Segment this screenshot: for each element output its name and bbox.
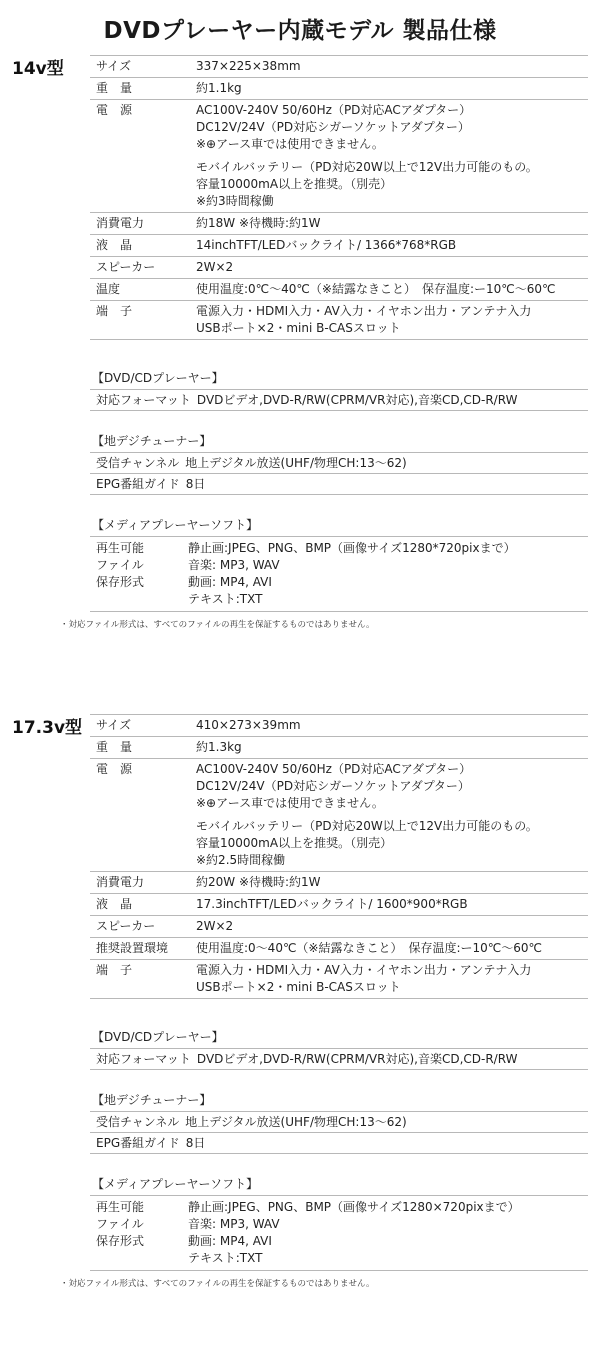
spec-value xyxy=(196,874,588,891)
spec-row xyxy=(90,55,588,78)
model-section-14 xyxy=(60,55,588,630)
media-value-line: テキスト:TXT xyxy=(188,592,263,606)
spec-value xyxy=(196,237,588,254)
spec-value-line: 337×225×38mm xyxy=(196,59,301,73)
spec-row xyxy=(90,301,588,340)
spec-row xyxy=(90,872,588,894)
spec-row xyxy=(90,737,588,759)
tuner-label: EPG番組ガイド xyxy=(96,477,180,491)
spec-value-line: 410×273×39mm xyxy=(196,718,301,732)
dvd-label: 対応フォーマット xyxy=(96,393,191,407)
tuner-value: 地上デジタル放送(UHF/物理CH:13〜62) xyxy=(185,1115,407,1129)
tuner-box xyxy=(90,1111,588,1154)
tuner-value: 8日 xyxy=(185,477,206,491)
spec-value-line: 14inchTFT/LEDバックライト/ 1366*768*RGB xyxy=(196,238,457,252)
spec-row xyxy=(90,938,588,960)
spec-value xyxy=(196,215,588,232)
media-row xyxy=(90,537,588,611)
spec-value-line: 使用温度:0〜40℃（※結露なきこと） 保存温度:ー10℃〜60℃ xyxy=(196,941,543,955)
spec-value-line: USBポート×2・mini B-CASスロット xyxy=(196,980,401,994)
spec-value-line: 使用温度:0℃〜40℃（※結露なきこと） 保存温度:ー10℃〜60℃ xyxy=(196,282,556,296)
media-value-line: 音楽: MP3, WAV xyxy=(188,558,280,572)
spec-value-line: モバイルバッテリー（PD対応20W以上で12V出力可能のもの。 xyxy=(196,160,538,174)
dvd-value: DVDビデオ,DVD-R/RW(CPRM/VR対応),音楽CD,CD-R/RW xyxy=(196,393,518,407)
spec-value xyxy=(196,918,588,935)
tuner-label: 受信チャンネル xyxy=(96,456,180,470)
media-label-line: 保存形式 xyxy=(96,1234,145,1248)
media-header: 【メディアプレーヤーソフト】 xyxy=(92,518,259,532)
spec-value-line: ※約3時間稼働 xyxy=(196,194,274,208)
media-value-line: 静止画:JPEG、PNG、BMP（画像サイズ1280×720pixまで） xyxy=(188,1200,520,1214)
spec-value xyxy=(196,303,588,337)
media-value-line: 動画: MP4, AVI xyxy=(188,575,272,589)
spec-row xyxy=(90,759,588,872)
spec-row xyxy=(90,78,588,100)
media-value-line: 動画: MP4, AVI xyxy=(188,1234,272,1248)
spec-value xyxy=(196,717,588,734)
spec-value-line: 約1.1kg xyxy=(196,81,242,95)
spec-label: スピーカー xyxy=(96,919,156,933)
tuner-label: 受信チャンネル xyxy=(96,1115,180,1129)
dvd-header: 【DVD/CDプレーヤー】 xyxy=(92,1030,224,1044)
spec-value xyxy=(196,940,588,957)
dvd-label: 対応フォーマット xyxy=(96,1052,191,1066)
model-label-17: 17.3v型 xyxy=(12,718,83,738)
spec-value xyxy=(196,58,588,75)
spec-value xyxy=(196,281,588,298)
media-label xyxy=(96,540,188,608)
tuner-row xyxy=(90,453,588,474)
spec-label: 重 量 xyxy=(96,81,133,95)
media-box xyxy=(90,536,588,612)
spec-table xyxy=(90,55,588,340)
media-row xyxy=(90,1196,588,1270)
spec-label: 電 源 xyxy=(96,103,133,117)
spec-row xyxy=(90,714,588,737)
media-label-line: 保存形式 xyxy=(96,575,145,589)
tuner-row xyxy=(90,1133,588,1153)
spec-label: サイズ xyxy=(96,718,132,732)
spec-value-line: 約20W ※待機時:約1W xyxy=(196,875,321,889)
spec-value-line: 容量10000mA以上を推奨。（別売） xyxy=(196,836,393,850)
dvd-row xyxy=(90,1049,588,1069)
footnote: ・対応ファイル形式は、すべてのファイルの再生を保証するものではありません。 xyxy=(60,1279,375,1289)
spec-value xyxy=(196,896,588,913)
page-title: DVDプレーヤー内蔵モデル 製品仕様 xyxy=(103,18,497,44)
dvd-row xyxy=(90,390,588,410)
spec-value-line: AC100V-240V 50/60Hz（PD対応ACアダプター） xyxy=(196,762,472,776)
media-label-line: 再生可能 xyxy=(96,541,145,555)
media-label xyxy=(96,1199,188,1267)
spec-label: 推奨設置環境 xyxy=(96,941,169,955)
media-label-line: ファイル xyxy=(96,558,144,572)
spec-value-line: 電源入力・HDMI入力・AV入力・イヤホン出力・アンテナ入力 xyxy=(196,304,532,318)
media-value-line: テキスト:TXT xyxy=(188,1251,263,1265)
spec-label: 消費電力 xyxy=(96,875,145,889)
spec-value-line: ※⊕アース車では使用できません。 xyxy=(196,796,384,810)
tuner-value: 8日 xyxy=(185,1136,206,1150)
spec-value-line: 容量10000mA以上を推奨。（別売） xyxy=(196,177,393,191)
spec-label: 端 子 xyxy=(96,963,133,977)
tuner-value: 地上デジタル放送(UHF/物理CH:13〜62) xyxy=(185,456,407,470)
spec-value-line: AC100V-240V 50/60Hz（PD対応ACアダプター） xyxy=(196,103,472,117)
spec-row xyxy=(90,235,588,257)
spec-value xyxy=(196,259,588,276)
media-value xyxy=(188,540,516,608)
media-header: 【メディアプレーヤーソフト】 xyxy=(92,1177,259,1191)
spec-value-line: 約18W ※待機時:約1W xyxy=(196,216,321,230)
spec-value-line: 約1.3kg xyxy=(196,740,242,754)
spec-label: 重 量 xyxy=(96,740,133,754)
model-section-17 xyxy=(60,714,588,1289)
tuner-header: 【地デジチューナー】 xyxy=(92,434,212,448)
footnote: ・対応ファイル形式は、すべてのファイルの再生を保証するものではありません。 xyxy=(60,620,375,630)
spec-value xyxy=(196,761,588,869)
spec-label: 消費電力 xyxy=(96,216,145,230)
spec-value-line: 17.3inchTFT/LEDバックライト/ 1600*900*RGB xyxy=(196,897,468,911)
spec-row xyxy=(90,257,588,279)
model-label-14: 14v型 xyxy=(12,59,64,79)
spec-row xyxy=(90,100,588,213)
spec-value-line: ※⊕アース車では使用できません。 xyxy=(196,137,384,151)
spec-row xyxy=(90,213,588,235)
media-label-line: ファイル xyxy=(96,1217,144,1231)
spec-value xyxy=(196,80,588,97)
media-value xyxy=(188,1199,520,1267)
spec-value-line: 電源入力・HDMI入力・AV入力・イヤホン出力・アンテナ入力 xyxy=(196,963,532,977)
dvd-box xyxy=(90,1048,588,1070)
media-value-line: 音楽: MP3, WAV xyxy=(188,1217,280,1231)
spec-value xyxy=(196,962,588,996)
spec-row xyxy=(90,960,588,999)
spec-value xyxy=(196,102,588,210)
tuner-row xyxy=(90,474,588,494)
spec-value-line: DC12V/24V（PD対応シガーソケットアダプター） xyxy=(196,779,470,793)
spec-label: スピーカー xyxy=(96,260,156,274)
spec-label: 液 晶 xyxy=(96,897,133,911)
spec-row xyxy=(90,916,588,938)
spec-label: 液 晶 xyxy=(96,238,133,252)
spec-label: 端 子 xyxy=(96,304,133,318)
spec-value-line: モバイルバッテリー（PD対応20W以上で12V出力可能のもの。 xyxy=(196,819,538,833)
spec-label: サイズ xyxy=(96,59,132,73)
spec-label: 電 源 xyxy=(96,762,133,776)
spec-value-line: DC12V/24V（PD対応シガーソケットアダプター） xyxy=(196,120,470,134)
dvd-box xyxy=(90,389,588,411)
spec-value-line: 2W×2 xyxy=(196,919,234,933)
spec-value-line: 2W×2 xyxy=(196,260,234,274)
tuner-label: EPG番組ガイド xyxy=(96,1136,180,1150)
tuner-row xyxy=(90,1112,588,1133)
media-box xyxy=(90,1195,588,1271)
tuner-box xyxy=(90,452,588,495)
spec-value-line: ※約2.5時間稼働 xyxy=(196,853,286,867)
spec-value xyxy=(196,739,588,756)
dvd-value: DVDビデオ,DVD-R/RW(CPRM/VR対応),音楽CD,CD-R/RW xyxy=(196,1052,518,1066)
media-label-line: 再生可能 xyxy=(96,1200,145,1214)
dvd-header: 【DVD/CDプレーヤー】 xyxy=(92,371,224,385)
tuner-header: 【地デジチューナー】 xyxy=(92,1093,212,1107)
spec-row xyxy=(90,279,588,301)
spec-row xyxy=(90,894,588,916)
media-value-line: 静止画:JPEG、PNG、BMP（画像サイズ1280*720pixまで） xyxy=(188,541,516,555)
spec-value-line: USBポート×2・mini B-CASスロット xyxy=(196,321,401,335)
spec-table xyxy=(90,714,588,999)
spec-label: 温度 xyxy=(96,282,121,296)
